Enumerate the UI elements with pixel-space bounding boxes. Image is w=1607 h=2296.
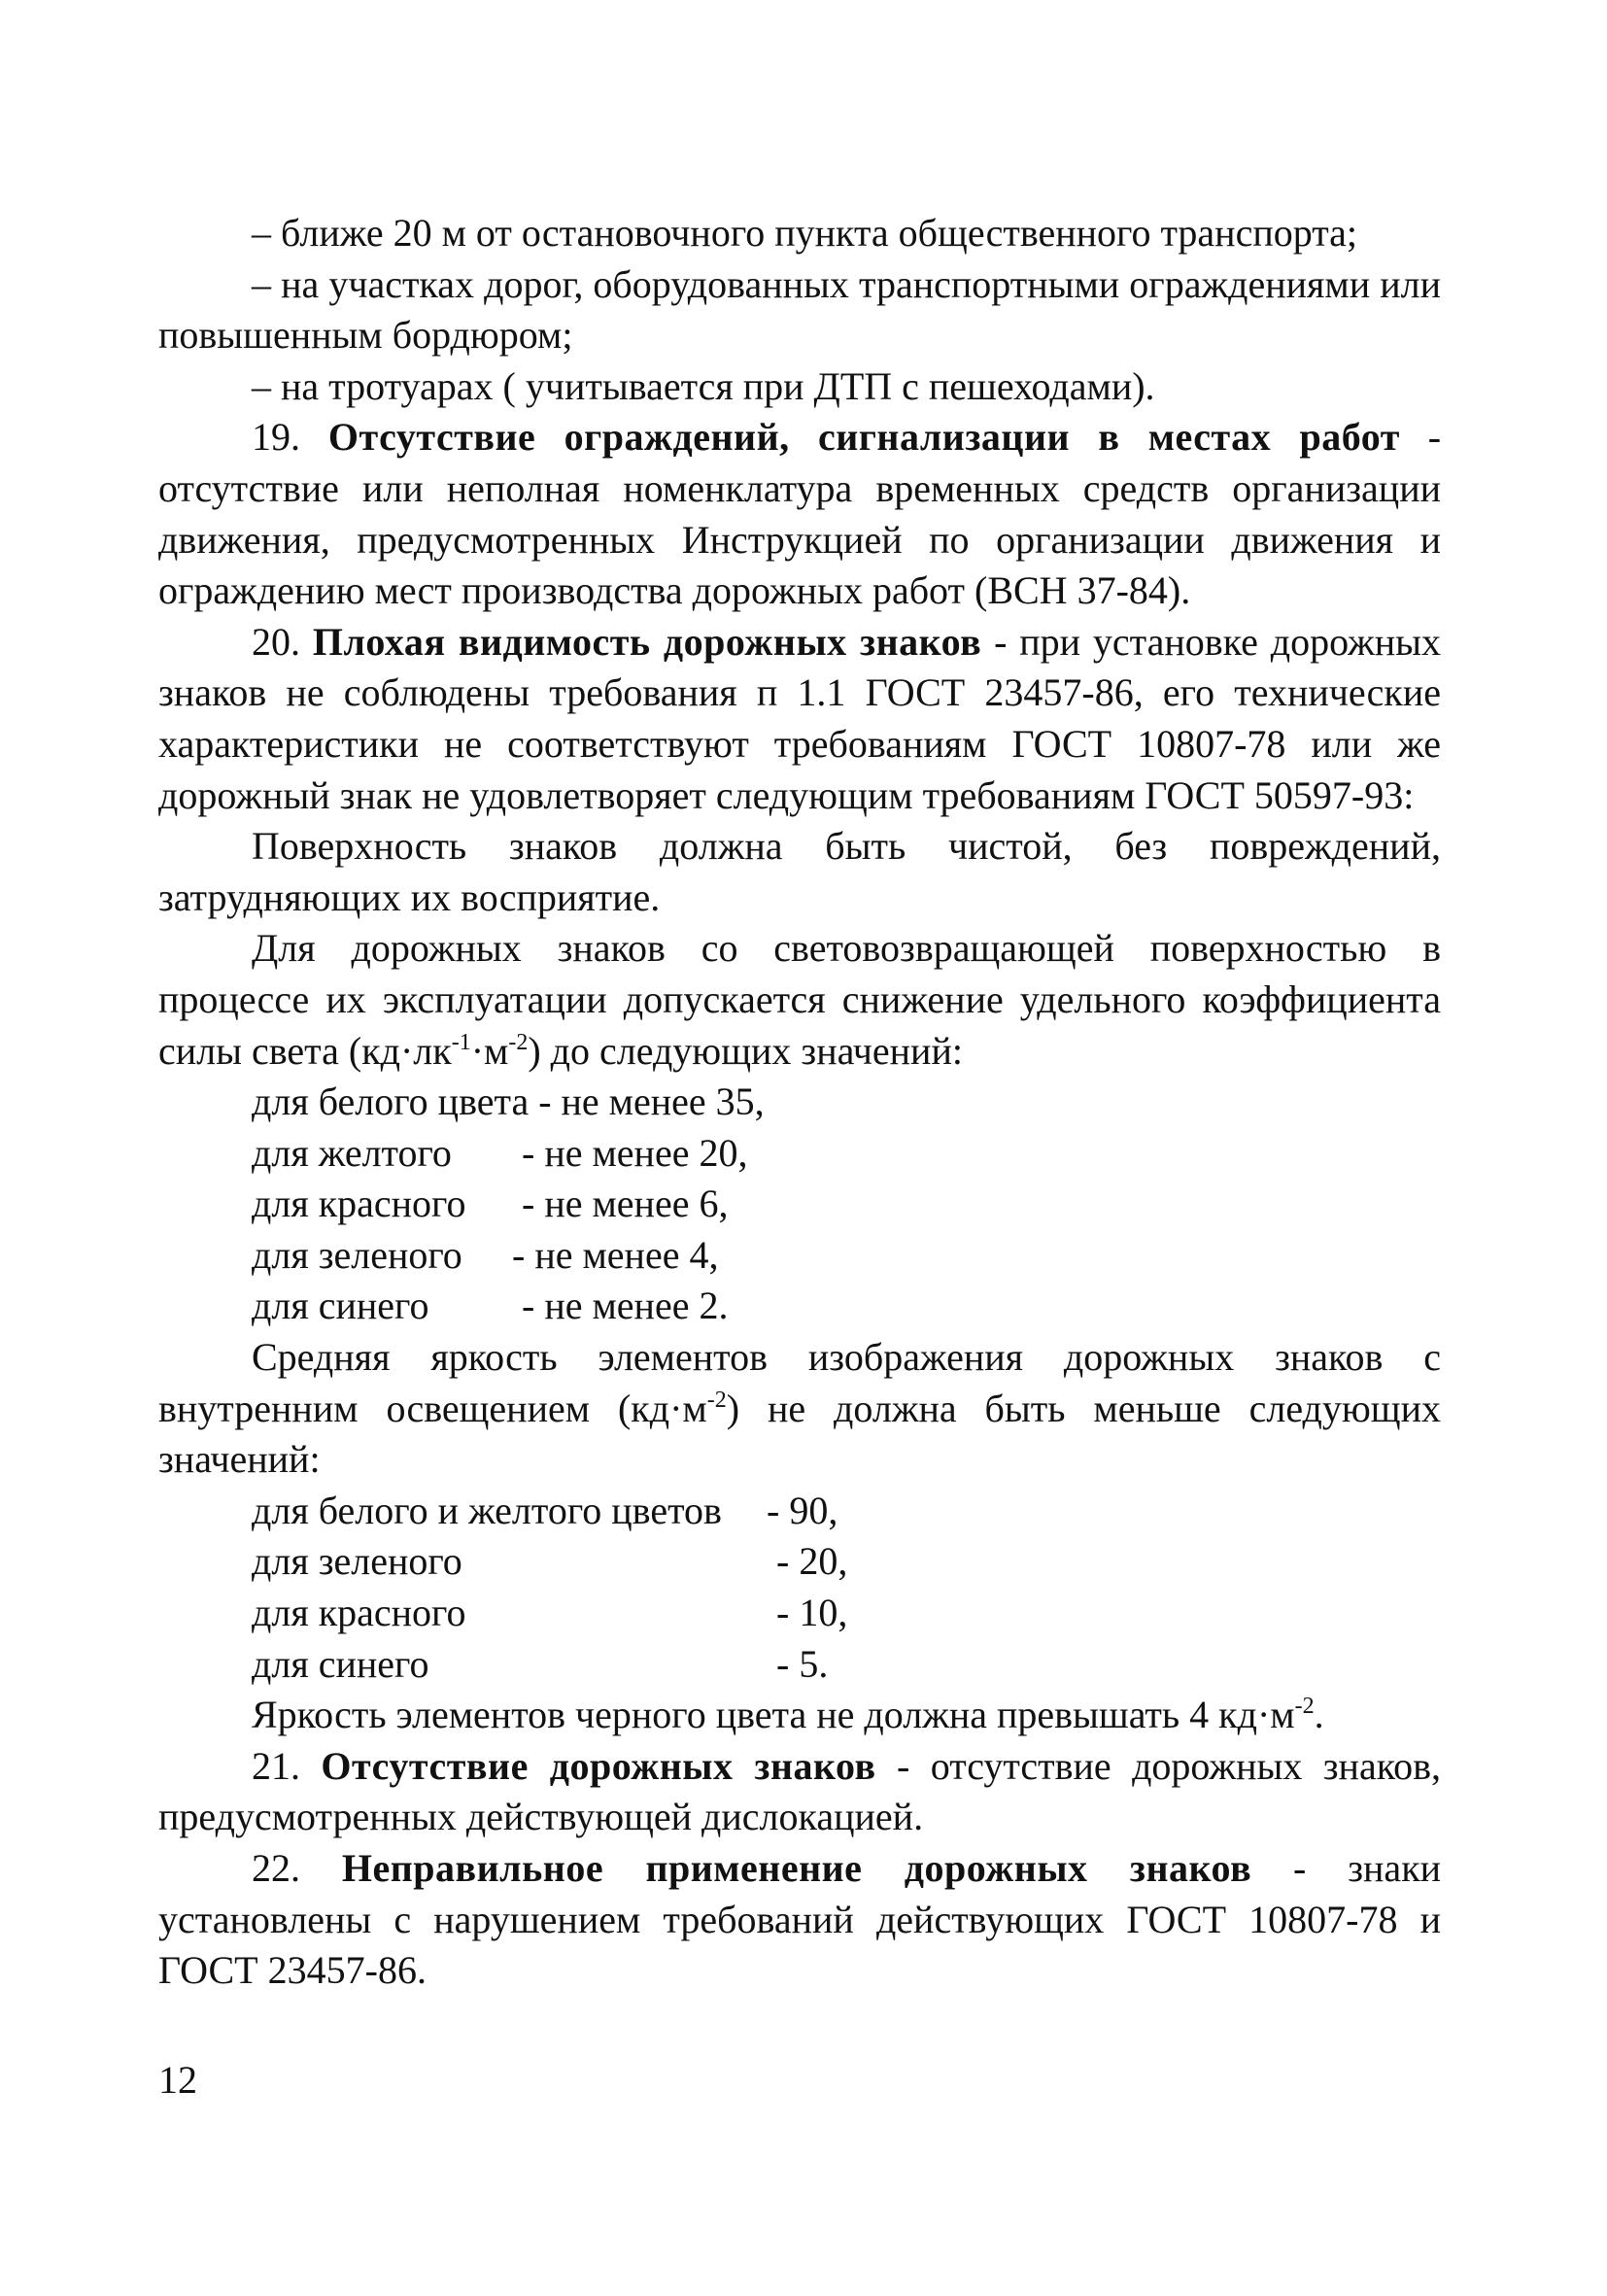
list-item bbox=[158, 1536, 1441, 1588]
item-text: - знаки установлены с нарушением требований действующих ГОСТ 10807-78 и ГОСТ 23457-86. bbox=[158, 1846, 1442, 1993]
value-label: для зеленого bbox=[252, 1539, 462, 1584]
value-text: - не менее 2. bbox=[522, 1284, 729, 1328]
list-item bbox=[158, 1230, 1441, 1282]
black-luminance-requirement bbox=[158, 1690, 1441, 1741]
list-item bbox=[158, 1077, 1441, 1128]
list-item bbox=[158, 1179, 1441, 1230]
value-text: - 20, bbox=[776, 1539, 848, 1584]
item-text: - при установке дорожных знаков не соблюдены требования п 1.1 ГОСТ 23457-86, его технические характеристики не соответствуют требованиям ГОСТ 10807-78 или же дорожный знак не удовлетворяет следующим требованиям ГОСТ 50597-93: bbox=[158, 619, 1442, 817]
value-text: - 90, bbox=[767, 1488, 838, 1532]
value-label: для синего bbox=[252, 1284, 429, 1328]
item-number: 22. bbox=[252, 1846, 300, 1890]
retro-values-list bbox=[158, 1077, 1441, 1332]
item-term: Плохая видимость дорожных знаков bbox=[312, 619, 982, 664]
item-20 bbox=[158, 617, 1441, 821]
item-21 bbox=[158, 1741, 1441, 1843]
item-19 bbox=[158, 412, 1441, 616]
text-part: . bbox=[1314, 1693, 1324, 1737]
list-item bbox=[158, 1128, 1441, 1180]
item-term: Неправильное применение дорожных знаков bbox=[341, 1846, 1252, 1890]
value-label: для красного bbox=[252, 1591, 466, 1635]
bullet-fenced-sections: – на участках дорог, оборудованных транспортными ограждениями или повышенным бордюром; bbox=[158, 261, 1441, 358]
value-text: - не менее 35, bbox=[529, 1079, 765, 1124]
item-term: Отсутствие дорожных знаков bbox=[321, 1743, 876, 1788]
superscript: -1 bbox=[451, 1029, 471, 1055]
value-text: - 10, bbox=[776, 1591, 848, 1635]
superscript: -2 bbox=[508, 1029, 529, 1055]
item-number: 21. bbox=[252, 1743, 300, 1788]
bullet-sidewalks: – на тротуарах ( учитывается при ДТП с пешеходами). bbox=[252, 363, 1155, 408]
list-item bbox=[158, 1281, 1441, 1332]
value-label: для красного bbox=[252, 1182, 466, 1226]
item-number: 20. bbox=[252, 619, 300, 664]
luminance-requirement bbox=[158, 1332, 1441, 1486]
list-item bbox=[158, 1639, 1441, 1691]
value-text: - не менее 20, bbox=[522, 1130, 748, 1175]
item-text: - отсутствие дорожных знаков, предусмотренных действующей дислокацией. bbox=[158, 1743, 1442, 1839]
value-text: - не менее 6, bbox=[522, 1182, 729, 1226]
value-text: - не менее 4, bbox=[512, 1232, 719, 1277]
bullet-bus-stop: – ближе 20 м от остановочного пункта общественного транспорта; bbox=[252, 211, 1358, 255]
value-label: для зеленого bbox=[252, 1232, 462, 1277]
value-label: для желтого bbox=[252, 1130, 452, 1175]
value-text: - 5. bbox=[776, 1641, 829, 1686]
value-label: для белого цвета bbox=[252, 1079, 530, 1124]
item-term: Отсутствие ограждений, сигнализации в местах работ bbox=[327, 415, 1400, 460]
text-part: ) не должна быть меньше следующих значений: bbox=[158, 1386, 1441, 1482]
text-part: Для дорожных знаков со световозвращающей поверхностью в процессе их эксплуатации допускается снижение удельного коэффициента силы света (кд·лк bbox=[158, 926, 1441, 1073]
superscript: -2 bbox=[706, 1387, 727, 1413]
value-label: для белого и желтого цветов bbox=[252, 1488, 722, 1532]
surface-requirement: Поверхность знаков должна быть чистой, без повреждений, затрудняющих их восприятие. bbox=[158, 824, 1441, 919]
text-part: ·м bbox=[470, 1028, 509, 1073]
item-number: 19. bbox=[252, 415, 300, 460]
page-body bbox=[158, 208, 1441, 1997]
item-22 bbox=[158, 1843, 1441, 1997]
text-part: Средняя яркость элементов изображения дорожных знаков с внутренним освещением (кд·м bbox=[158, 1335, 1441, 1430]
value-label: для синего bbox=[252, 1641, 429, 1686]
text-part: ) до следующих значений: bbox=[528, 1028, 963, 1073]
luminance-values-list bbox=[158, 1486, 1441, 1690]
list-item bbox=[158, 1486, 1441, 1537]
page-number: 12 bbox=[158, 2058, 197, 2102]
text-part: Яркость элементов черного цвета не должна превышать 4 кд·м bbox=[252, 1693, 1295, 1737]
retroreflective-requirement bbox=[158, 923, 1441, 1077]
superscript: -2 bbox=[1294, 1694, 1315, 1720]
item-text: - отсутствие или неполная номенклатура временных средств организации движения, предусмотренных Инструкцией по организации движения и ограждению мест производства дорожных работ (ВСН 37-84). bbox=[158, 415, 1442, 613]
list-item bbox=[158, 1588, 1441, 1639]
